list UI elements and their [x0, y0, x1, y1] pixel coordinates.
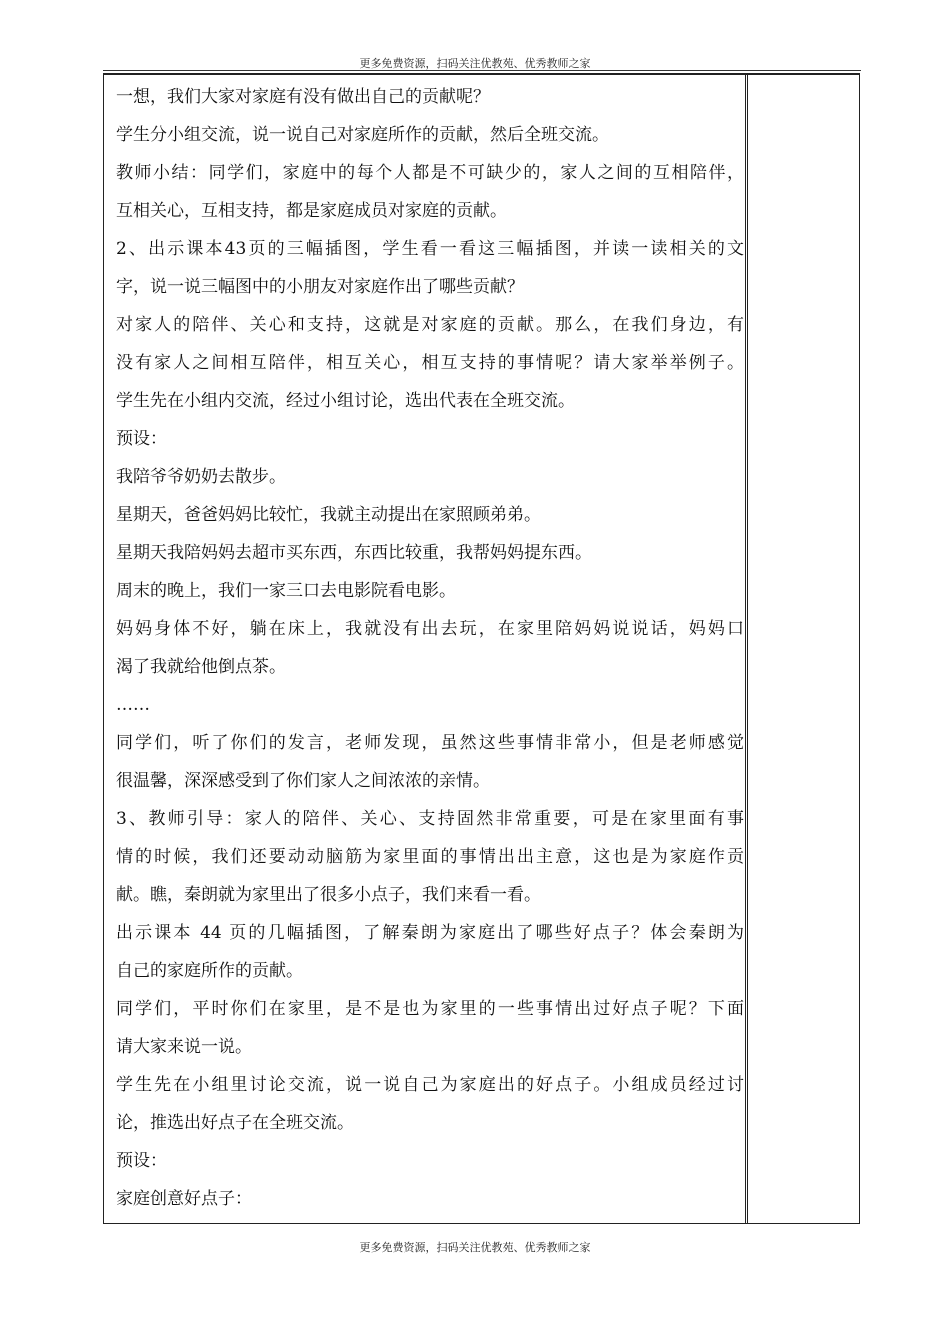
- text-line: 没有家人之间相互陪伴，相互关心，相互支持的事情呢？请大家举举例子。: [116, 353, 744, 373]
- page-footer: 更多免费资源，扫码关注优教苑、优秀教师之家: [359, 1241, 591, 1254]
- text-line: 同学们，平时你们在家里，是不是也为家里的一些事情出过好点子呢？下面: [116, 999, 744, 1019]
- text-line: 学生分小组交流，说一说自己对家庭所作的贡献，然后全班交流。: [116, 125, 609, 145]
- text-line: 出示课本 44 页的几幅插图，了解秦朗为家庭出了哪些好点子？体会秦朗为: [116, 923, 744, 943]
- text-line: 3、教师引导：家人的陪伴、关心、支持固然非常重要，可是在家里面有事: [116, 809, 744, 829]
- text-line: 对家人的陪伴、关心和支持，这就是对家庭的贡献。那么，在我们身边，有: [116, 315, 744, 335]
- text-line: 星期天我陪妈妈去超市买东西，东西比较重，我帮妈妈提东西。: [116, 543, 592, 563]
- text-line: 情的时候，我们还要动动脑筋为家里面的事情出出主意，这也是为家庭作贡: [116, 847, 744, 867]
- text-line: 我陪爷爷奶奶去散步。: [116, 467, 286, 487]
- text-line: 2、出示课本43页的三幅插图，学生看一看这三幅插图，并读一读相关的文: [116, 239, 744, 259]
- text-line: 献。瞧，秦朗就为家里出了很多小点子，我们来看一看。: [116, 885, 541, 905]
- text-line: 周末的晚上，我们一家三口去电影院看电影。: [116, 581, 456, 601]
- text-line: 字，说一说三幅图中的小朋友对家庭作出了哪些贡献？: [116, 277, 524, 297]
- text-line: 同学们，听了你们的发言，老师发现，虽然这些事情非常小，但是老师感觉: [116, 733, 744, 753]
- text-line: 很温馨，深深感受到了你们家人之间浓浓的亲情。: [116, 771, 490, 791]
- text-line: 自己的家庭所作的贡献。: [116, 961, 303, 981]
- text-line: 学生先在小组内交流，经过小组讨论，选出代表在全班交流。: [116, 391, 575, 411]
- text-line: 预设：: [116, 1151, 167, 1171]
- header-rule: [103, 70, 861, 71]
- column-divider: [745, 75, 748, 1223]
- text-line: 一想，我们大家对家庭有没有做出自己的贡献呢？: [116, 87, 490, 107]
- lesson-content: [116, 87, 744, 1227]
- text-line: 家庭创意好点子：: [116, 1189, 252, 1209]
- lesson-table: [103, 73, 860, 1224]
- text-line: 妈妈身体不好，躺在床上，我就没有出去玩，在家里陪妈妈说说话，妈妈口: [116, 619, 744, 639]
- text-line: 渴了我就给他倒点茶。: [116, 657, 286, 677]
- text-line: 预设：: [116, 429, 167, 449]
- text-line: 互相关心，互相支持，都是家庭成员对家庭的贡献。: [116, 201, 507, 221]
- text-line: 学生先在小组里讨论交流，说一说自己为家庭出的好点子。小组成员经过讨: [116, 1075, 744, 1095]
- text-line: 请大家来说一说。: [116, 1037, 252, 1057]
- page-header: 更多免费资源，扫码关注优教苑、优秀教师之家: [359, 57, 591, 70]
- text-line: 教师小结：同学们，家庭中的每个人都是不可缺少的，家人之间的互相陪伴，: [116, 163, 744, 183]
- text-line: ……: [116, 695, 150, 715]
- text-line: 论，推选出好点子在全班交流。: [116, 1113, 354, 1133]
- text-line: 星期天，爸爸妈妈比较忙，我就主动提出在家照顾弟弟。: [116, 505, 541, 525]
